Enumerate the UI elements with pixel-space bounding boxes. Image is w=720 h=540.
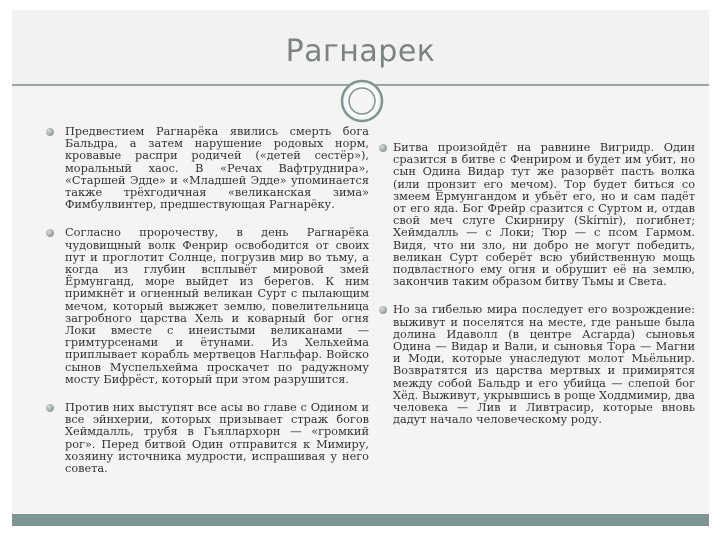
bullet-icon [379, 144, 387, 152]
list-item-text: Предвестием Рагнарёка явились смерть бога Бальдра, а затем нарушение родовых норм, кровавые распри родичей («детей сестёр»), моральный хаос. В «Речах Вафтруднира», «Старшей Эдде» и «Младшей Эдде» упоминается также трёхгодичная «великанская зима» Фимбулвинтер, предшествующая Рагнарёку. [65, 125, 369, 212]
bullet-icon [46, 404, 54, 412]
title-band [12, 10, 709, 86]
left-column [65, 126, 369, 491]
list-item-text: Согласно пророчеству, в день Рагнарёка чудовищный волк Фенрир освободится от своих пут и проглотит Солнце, погрузив мир во тьму, а когда из глубин всплывёт мировой змей Ёрмунганд, море выйдет из берегов. К ним примкнёт и огненный великан Сурт с пылающим мечом, который выжжет землю, повелительница загробного царства Хель и коварный бог огня Локи вместе с инеистыми великанами — гримтурсенами и ётунами. Из Хельхейма приплывает корабль мертвецов Нагльфар. Войско сынов Муспельхейма проскачет по радужному мосту Бифрёст, который при этом разрушится. [65, 226, 369, 386]
bottom-band [12, 514, 709, 526]
bullet-icon [46, 128, 54, 136]
list-item-text: Битва произойдёт на равнине Вигридр. Один сразится в битве с Фенриром и будет им убит, но сын Одина Видар тут же разорвёт пасть волка (или пронзит его мечом). Тор будет биться со змеем Ёрмунгандом и убьёт его, но и сам падёт от его яда. Бог Фрейр сразится с Суртом и, отдав свой меч слуге Скирниру (Skírnir), погибнет; Хеймдалль — с Локи; Тюр — с псом Гармом. Видя, что ни зло, ни добро не могут победить, великан Сурт соберёт всю убийственную мощь подвластного ему огня и обрушит её на землю, закончив таким образом битву Тьмы и Света. [393, 141, 695, 289]
list-item [65, 402, 369, 475]
circle-ornament-icon [340, 79, 384, 123]
right-column [393, 142, 695, 442]
bullet-icon [379, 306, 387, 314]
list-item-text: Но за гибелью мира последует его возрождение: выживут и поселятся на месте, где раньше была долина Идаволл (в центре Асгарда) сыновья Одина — Видар и Вали, и сыновья Тора — Магни и Моди, которые унаследуют молот Мьёльнир. Возвратятся из царства мертвых и примирятся между собой Бальдр и его убийца — слепой бог Хёд. Выживут, укрывшись в роще Ходдмимир, два человека — Лив и Ливтрасир, которые вновь дадут начало человеческому роду. [393, 303, 695, 427]
list-item [65, 126, 369, 211]
bullet-icon [46, 229, 54, 237]
list-item-text: Против них выступят все асы во главе с Одином и все эйнхерии, которых призывает страж богов Хеймдалль, трубя в Гьяллархорн — «громкий рог». Перед битвой Один отправится к Мимиру, хозяину источника мудрости, испрашивая у него совета. [65, 401, 369, 476]
list-item [393, 142, 695, 288]
slide [12, 10, 709, 526]
slide-title: Рагнарек [285, 34, 436, 69]
list-item [393, 304, 695, 426]
list-item [65, 227, 369, 386]
